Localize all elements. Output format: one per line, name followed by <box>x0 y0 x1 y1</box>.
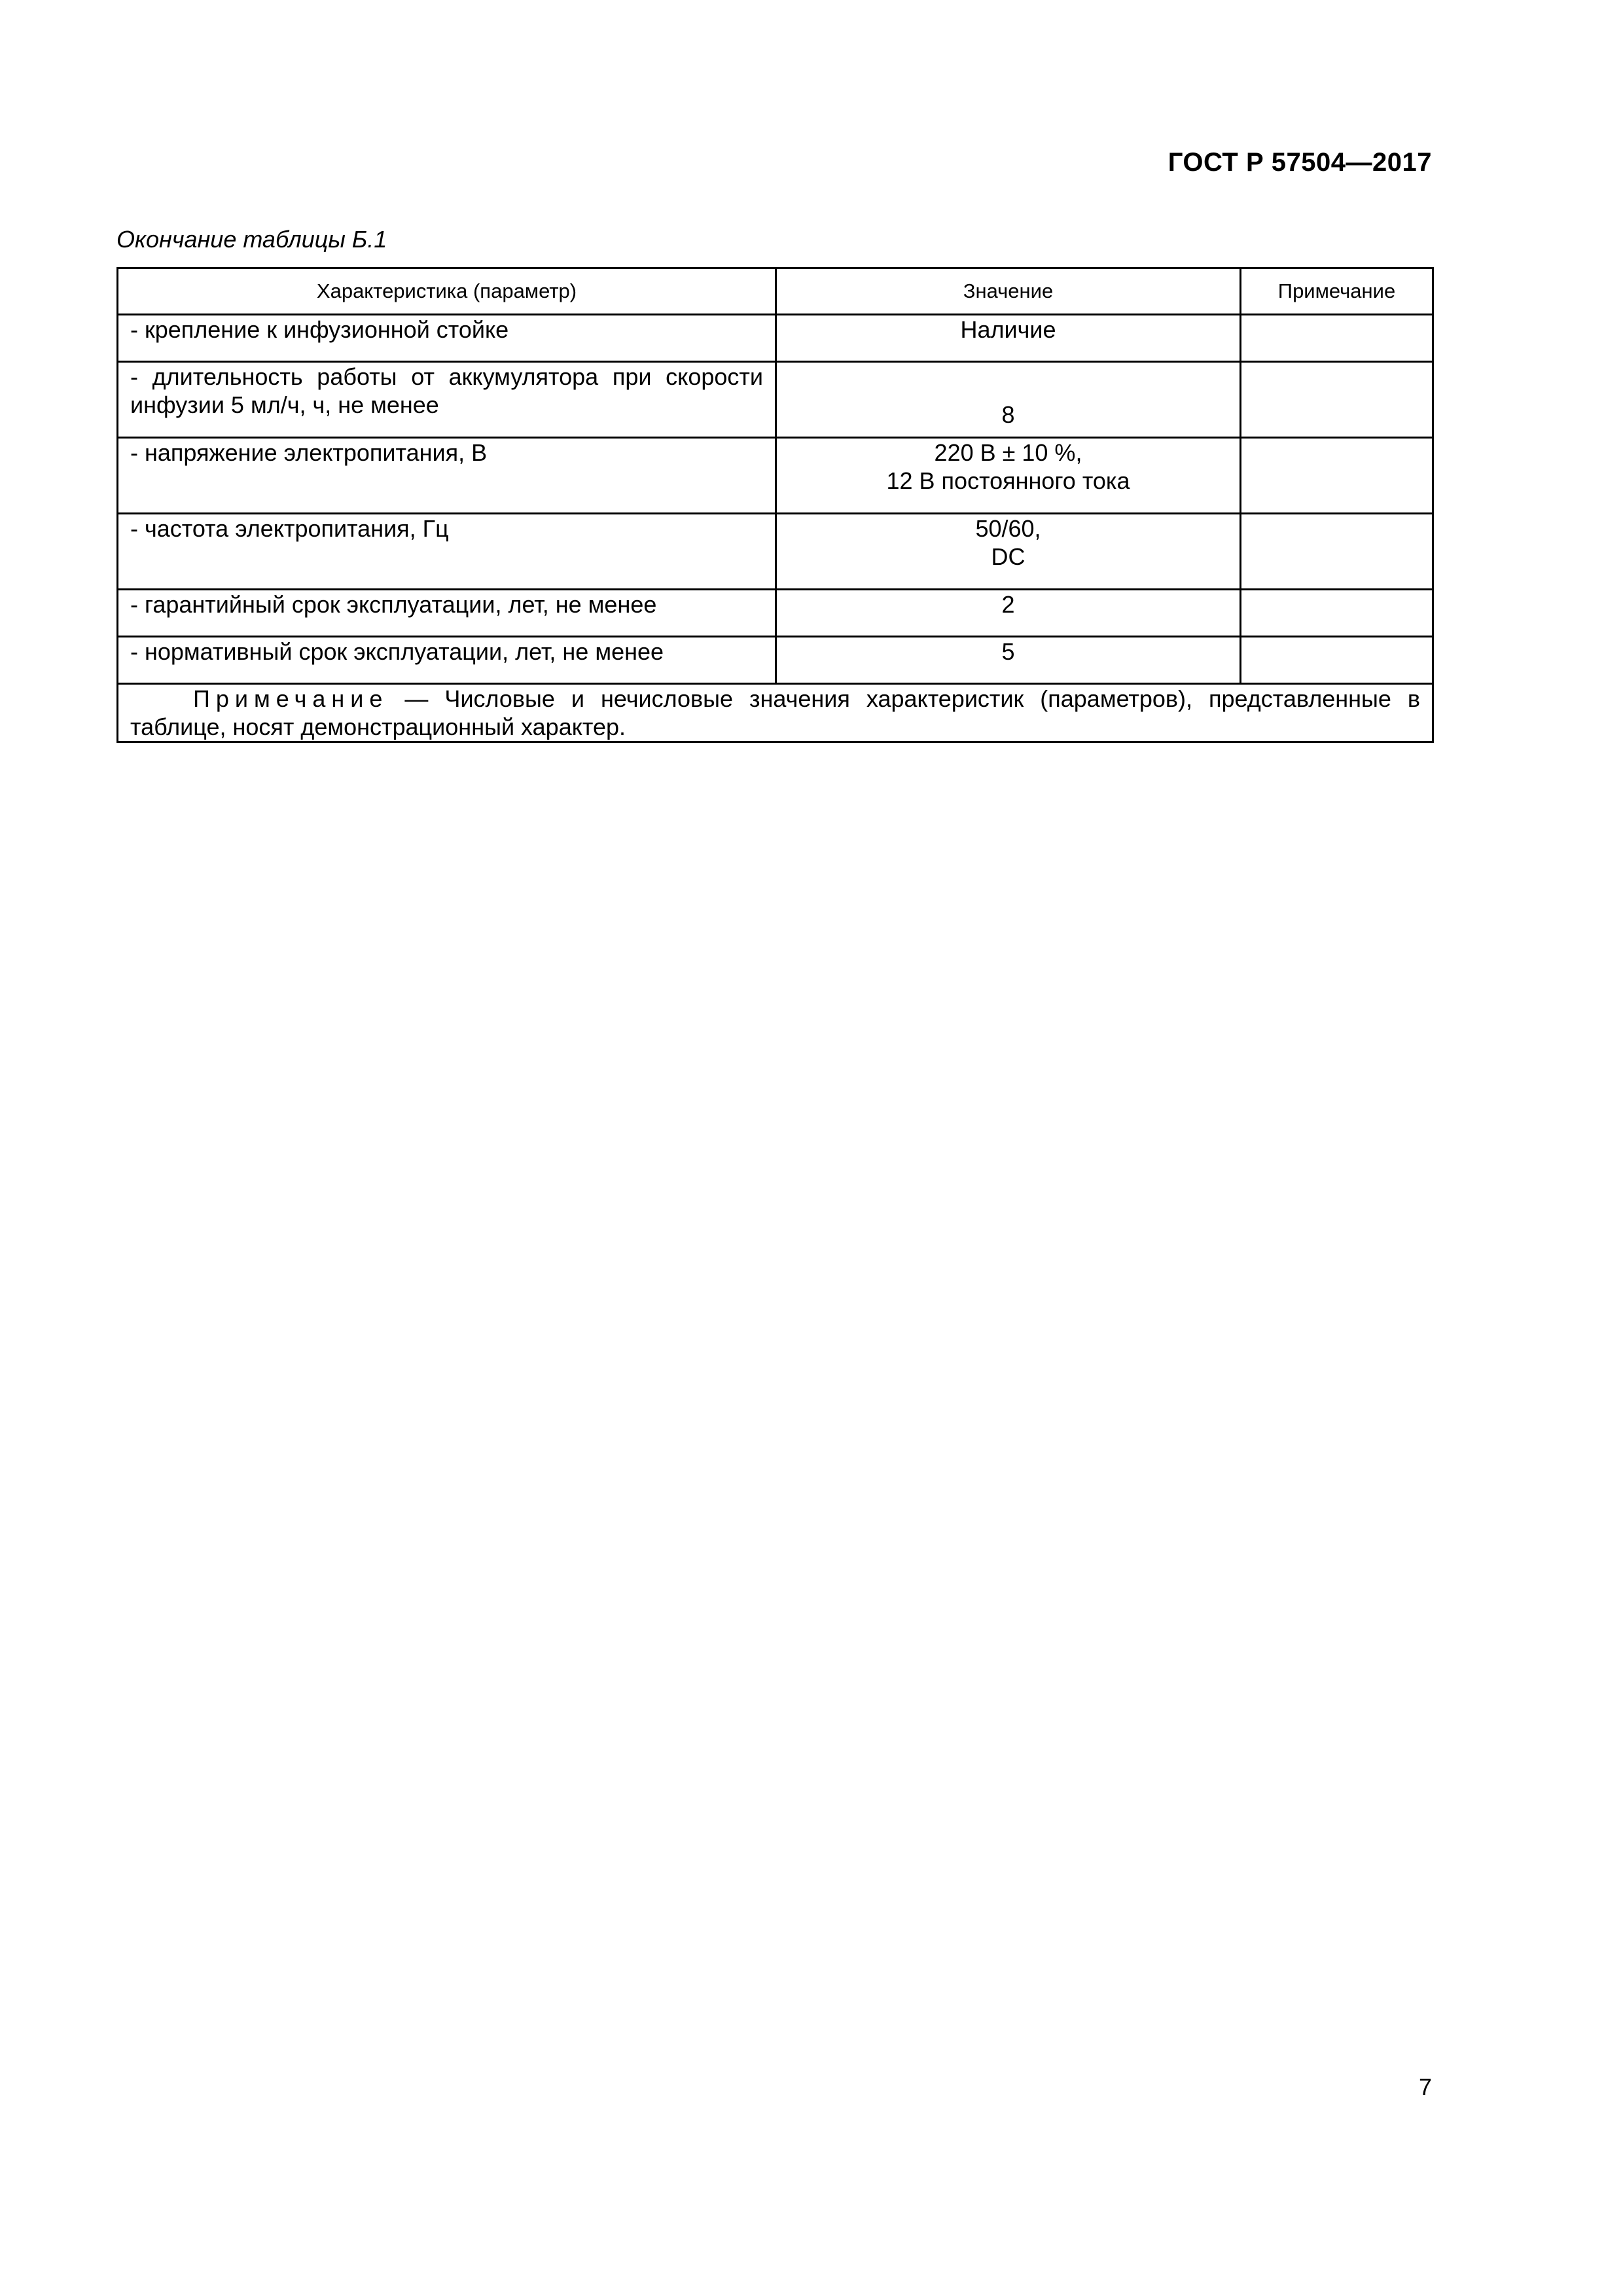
table-row <box>118 438 1433 514</box>
row-note <box>1241 438 1433 514</box>
table-row <box>118 514 1433 590</box>
row-note <box>1241 514 1433 590</box>
page-number: 7 <box>1418 2073 1432 2100</box>
row-value: 8 <box>776 362 1241 438</box>
table-caption: Окончание таблицы Б.1 <box>116 226 387 253</box>
table-header-row <box>118 268 1433 315</box>
value-line: 220 В ± 10 %, <box>934 439 1082 466</box>
table-row <box>118 315 1433 362</box>
value-line: DC <box>991 543 1026 570</box>
table-footnote <box>118 684 1433 742</box>
specification-table <box>116 267 1434 743</box>
row-parameter: - нормативный срок эксплуатации, лет, не менее <box>118 637 776 684</box>
row-value <box>776 514 1241 590</box>
row-note <box>1241 590 1433 637</box>
row-note <box>1241 362 1433 438</box>
row-value: 5 <box>776 637 1241 684</box>
table-row <box>118 590 1433 637</box>
column-header-value: Значение <box>776 268 1241 315</box>
footnote-label: Примечание <box>193 685 389 712</box>
footnote-text: — Числовые и нечисловые значения характеристик (параметров), представленные в таблице, носят демонстрационный характер. <box>130 685 1420 740</box>
value-line: 12 В постоянного тока <box>886 467 1130 494</box>
row-parameter: - длительность работы от аккумулятора при скорости инфузии 5 мл/ч, ч, не менее <box>118 362 776 438</box>
row-parameter: - гарантийный срок эксплуатации, лет, не менее <box>118 590 776 637</box>
row-parameter: - частота электропитания, Гц <box>118 514 776 590</box>
row-parameter: - крепление к инфузионной стойке <box>118 315 776 362</box>
table-row <box>118 637 1433 684</box>
column-header-note: Примечание <box>1241 268 1433 315</box>
column-header-parameter: Характеристика (параметр) <box>118 268 776 315</box>
value-line: 50/60, <box>975 515 1041 542</box>
row-note <box>1241 637 1433 684</box>
row-value: 2 <box>776 590 1241 637</box>
table-row <box>118 362 1433 438</box>
table-footnote-row <box>118 684 1433 742</box>
row-value: Наличие <box>776 315 1241 362</box>
row-note <box>1241 315 1433 362</box>
row-parameter: - напряжение электропитания, В <box>118 438 776 514</box>
document-number: ГОСТ Р 57504—2017 <box>1168 148 1432 177</box>
row-value <box>776 438 1241 514</box>
